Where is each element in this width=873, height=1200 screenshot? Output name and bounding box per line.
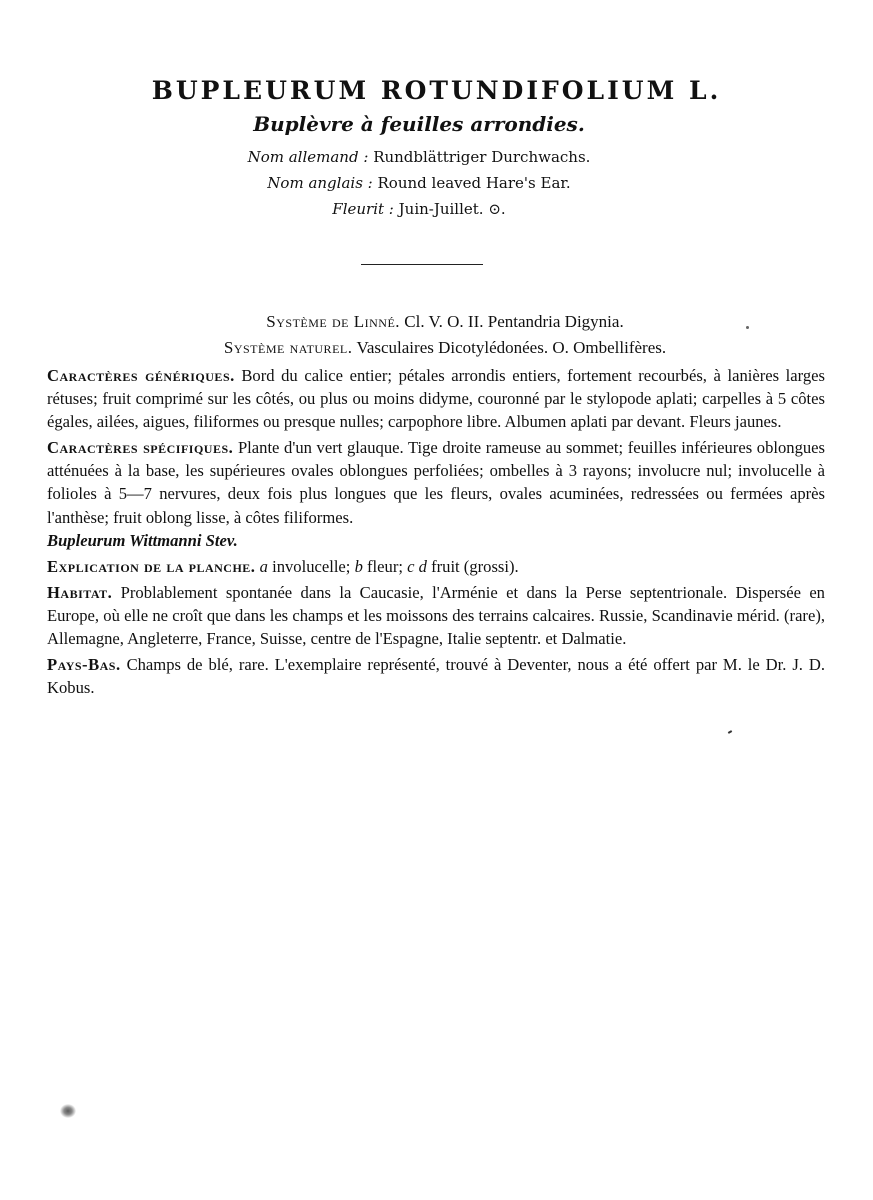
- natural-system-label: Système naturel.: [223, 338, 353, 357]
- natural-system-line: [20, 338, 870, 358]
- section-divider: [361, 264, 483, 265]
- print-speck: [746, 326, 749, 329]
- plate-key-cd: c d: [407, 556, 427, 576]
- netherlands-paragraph: [47, 653, 825, 699]
- netherlands-text: Champs de blé, rare. L'exemplaire représenté, trouvé à Deventer, nous a été offert par M. le Dr. J. D. Kobus.: [47, 655, 825, 698]
- german-name-label: Nom allemand :: [247, 148, 369, 166]
- generic-characters-text: Bord du calice entier; pétales arrondis entiers, fortement recourbés, à lanières larges rétuses; fruit comprimé sur les côtés, ou plus ou moins didyme, couronné par le stylopode aplati; carpelles à 5 côtes égales, ailées, aigues, filiformes ou presque nulles; carpophore libre. Albumen aplati par devant. Fleurs jaunes.: [47, 366, 825, 432]
- german-name-line: [0, 148, 838, 166]
- flowering-label: Fleurit :: [332, 200, 394, 218]
- habitat-paragraph: [47, 581, 825, 650]
- specific-characters-paragraph: [47, 436, 825, 551]
- english-name-value: Round leaved Hare's Ear.: [377, 174, 571, 192]
- synonym-text: Bupleurum Wittmanni Stev.: [47, 530, 238, 550]
- plate-key-b: b: [354, 556, 363, 576]
- page-subtitle: Buplèvre à feuilles arrondies.: [253, 112, 585, 136]
- flowering-value: Juin-Juillet. ⊙.: [398, 200, 506, 218]
- plate-explanation-label: Explication de la planche.: [47, 556, 256, 576]
- plate-key-a: a: [259, 556, 268, 576]
- plate-explanation-paragraph: [47, 555, 825, 578]
- linne-system-line: [20, 312, 870, 332]
- plate-key-b-text: fleur;: [367, 556, 403, 576]
- linne-system-value: Cl. V. O. II. Pentandria Digynia.: [404, 312, 624, 331]
- plate-key-a-text: involucelle;: [272, 556, 351, 576]
- english-name-label: Nom anglais :: [267, 174, 373, 192]
- page-title: BUPLEURUM ROTUNDIFOLIUM L.: [151, 76, 722, 105]
- plate-key-cd-text: fruit (grossi).: [431, 556, 519, 576]
- description-body: [47, 364, 825, 702]
- habitat-label: Habitat.: [47, 582, 113, 602]
- flowering-line: [0, 200, 838, 218]
- linne-system-label: Système de Linné.: [266, 312, 401, 331]
- specific-characters-text: Plante d'un vert glauque. Tige droite rameuse au sommet; feuilles inférieures oblongues atténuées à la base, les supérieures ovales oblongues perfoliées; ombelles à 3 rayons; involucre nul; involucelle à folioles à 5—7 nervures, deux fois plus longues que les fleurs, ovales acuminées, redressées ou fermées après l'anthèse; fruit oblong lisse, à côtes filiformes.: [47, 438, 825, 527]
- generic-characters-paragraph: [47, 364, 825, 433]
- netherlands-label: Pays-Bas.: [47, 655, 121, 675]
- german-name-value: Rundblättriger Durchwachs.: [373, 148, 591, 166]
- english-name-line: [0, 174, 838, 192]
- specific-characters-label: Caractères spécifiques.: [47, 438, 234, 458]
- print-mark: [728, 730, 732, 734]
- generic-characters-label: Caractères génériques.: [47, 366, 235, 385]
- natural-system-value: Vasculaires Dicotylédonées. O. Ombellifères.: [356, 338, 667, 357]
- habitat-text: Problablement spontanée dans la Caucasie, l'Arménie et dans la Perse septentrionale. Dispersée en Europe, où elle ne croît que dans les champs et les moissons des terrains calcaires. Russie, Scandinavie mérid. (rare), Allemagne, Angleterre, France, Suisse, centre de l'Espagne, Italie septentr. et Dalmatie.: [47, 582, 825, 649]
- ink-blot: [60, 1104, 76, 1118]
